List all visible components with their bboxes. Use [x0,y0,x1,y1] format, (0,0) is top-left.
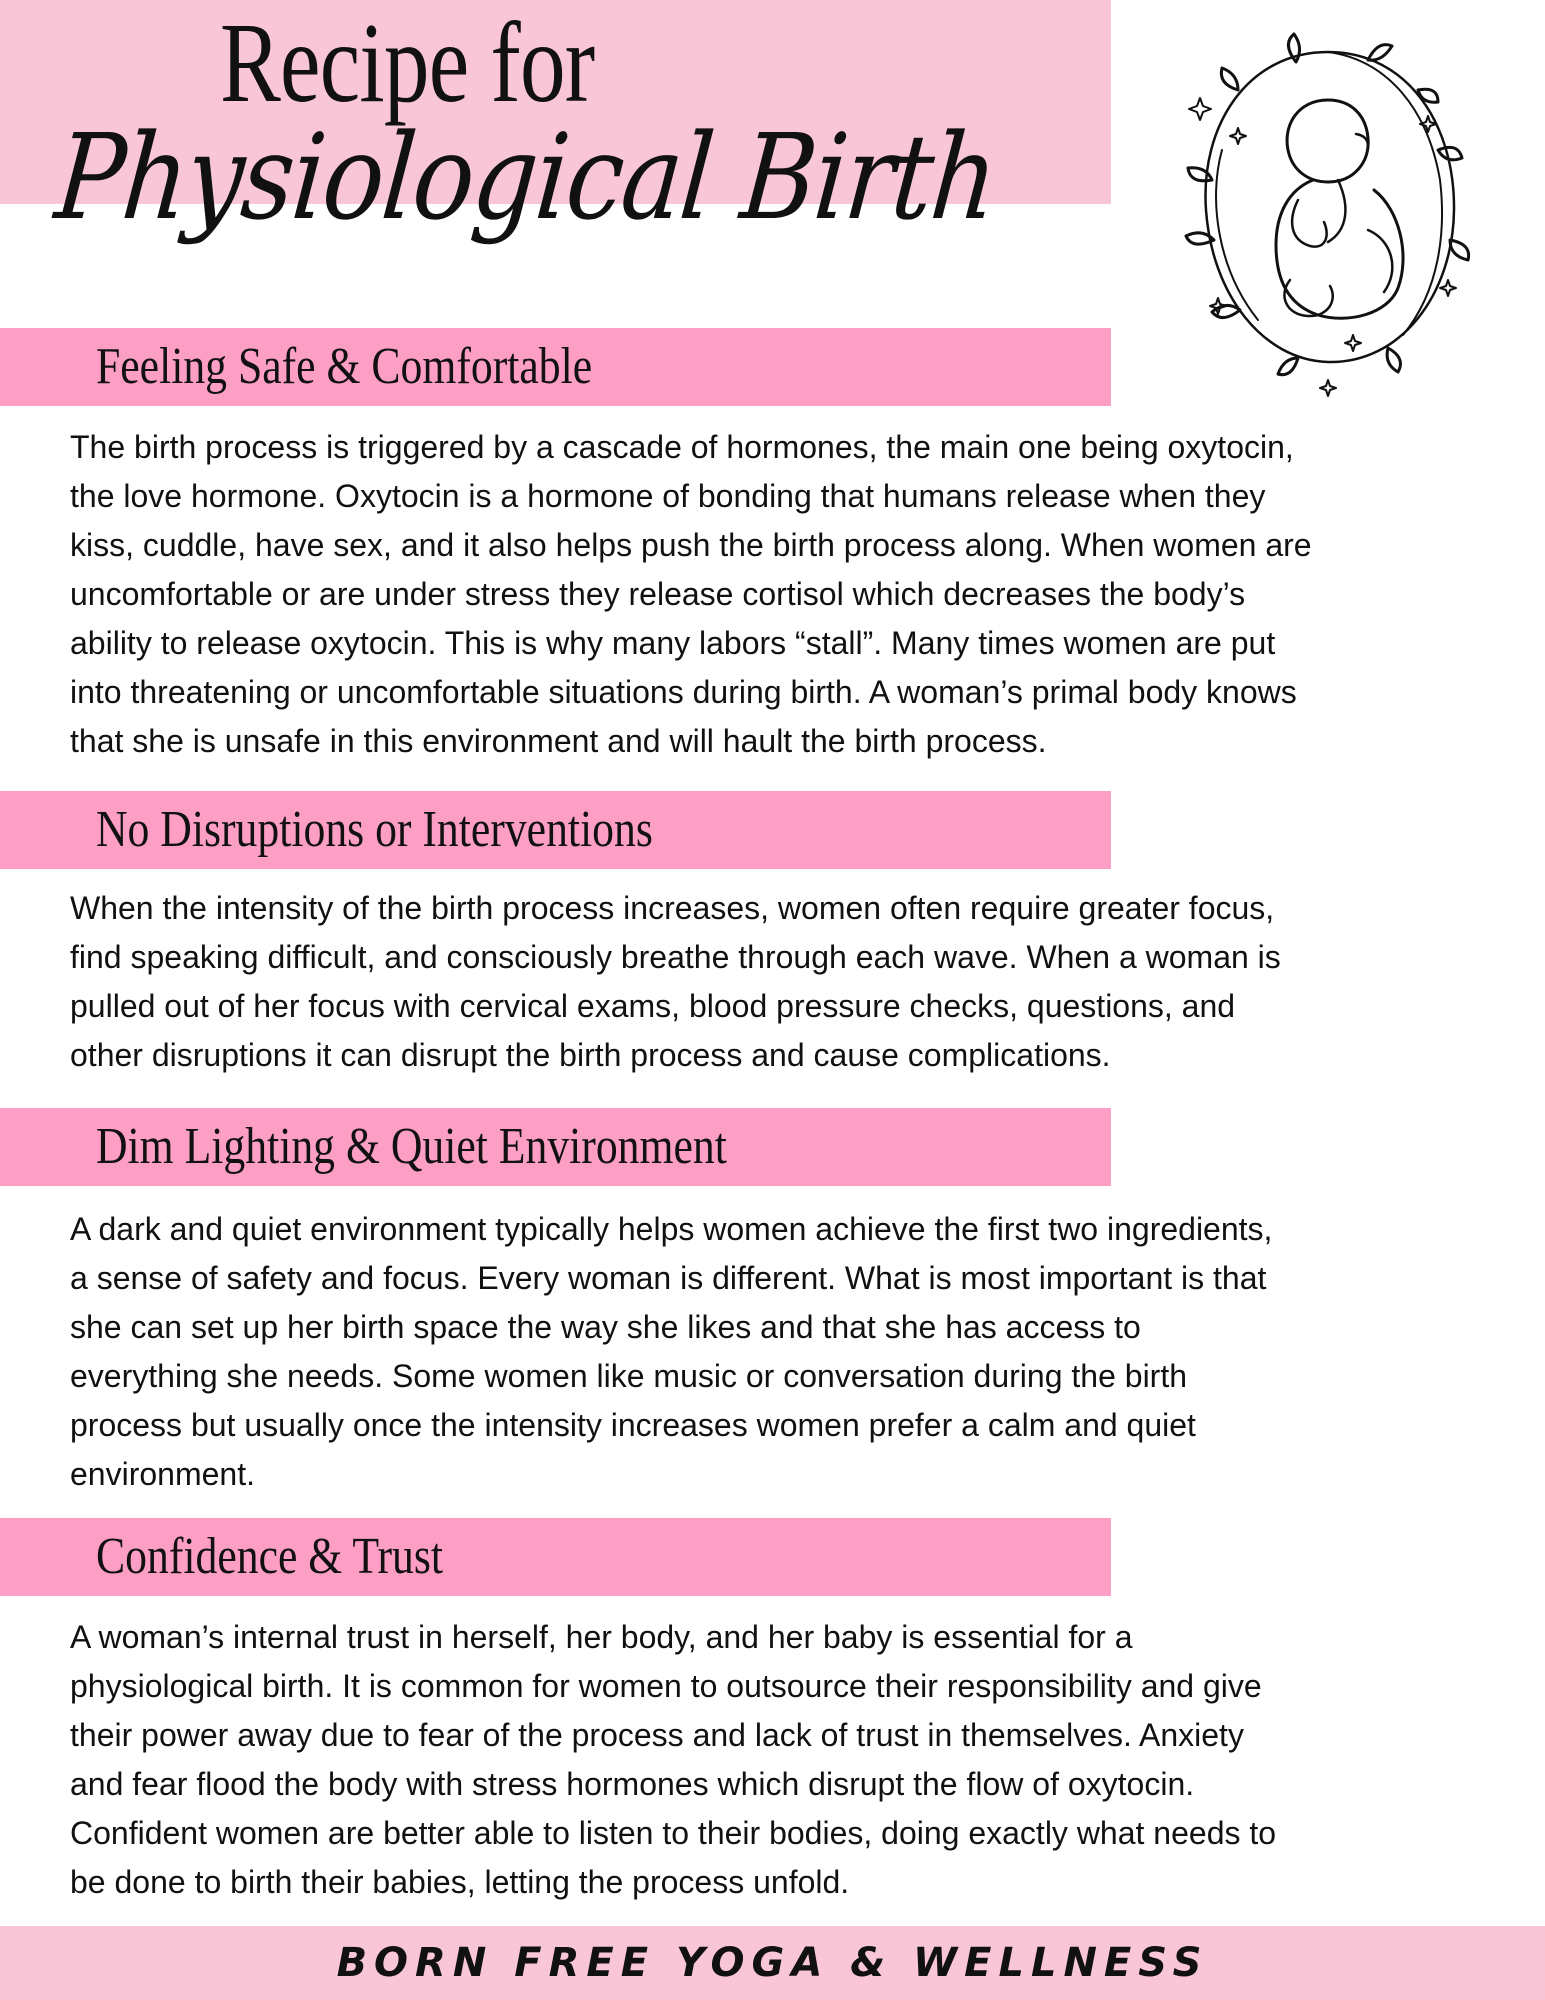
body-line: she can set up her birth space the way she likes and that she has access to [70,1309,1141,1345]
section-header-no-disruptions [0,791,1111,869]
footer-brand: BORN FREE YOGA & WELLNESS [336,1940,1209,1986]
section-body-safe-comfortable [70,423,1470,766]
footer-band [0,1926,1545,2000]
body-line: be done to birth their babies, letting the process unfold. [70,1864,850,1900]
body-line: A woman’s internal trust in herself, her body, and her baby is essential for a [70,1619,1133,1655]
body-line: physiological birth. It is common for women to outsource their responsibility and give [70,1668,1262,1704]
section-header-confidence-trust [0,1518,1111,1596]
section-header-safe-comfortable [0,328,1111,406]
body-line: a sense of safety and focus. Every woman is different. What is most important is that [70,1260,1267,1296]
body-line: pulled out of her focus with cervical exams, blood pressure checks, questions, and [70,988,1236,1024]
body-line: kiss, cuddle, have sex, and it also helps push the birth process along. When women are [70,527,1312,563]
body-line: process but usually once the intensity increases women prefer a calm and quiet [70,1407,1196,1443]
body-line: find speaking difficult, and consciously breathe through each wave. When a woman is [70,939,1281,975]
section-header-dim-lighting [0,1108,1111,1186]
newborn-baby-floral-wreath-icon [1178,30,1478,400]
section-heading: Dim Lighting & Quiet Environment [96,1118,727,1175]
section-body-no-disruptions [70,884,1470,1080]
body-line: Confident women are better able to listen to their bodies, doing exactly what needs to [70,1815,1277,1851]
body-line: that she is unsafe in this environment and will hault the birth process. [70,723,1047,759]
section-heading: Feeling Safe & Comfortable [96,338,593,395]
body-line: The birth process is triggered by a cascade of hormones, the main one being oxytocin, [70,429,1294,465]
body-line: the love hormone. Oxytocin is a hormone of bonding that humans release when they [70,478,1266,514]
section-heading: Confidence & Trust [96,1528,444,1585]
body-line: and fear flood the body with stress hormones which disrupt the flow of oxytocin. [70,1766,1195,1802]
section-body-confidence-trust [70,1613,1470,1907]
body-line: everything she needs. Some women like music or conversation during the birth [70,1358,1188,1394]
body-line: ability to release oxytocin. This is why many labors “stall”. Many times women are put [70,625,1276,661]
body-line: their power away due to fear of the process and lack of trust in themselves. Anxiety [70,1717,1244,1753]
body-line: environment. [70,1456,255,1492]
section-heading: No Disruptions or Interventions [96,801,653,858]
section-body-dim-lighting [70,1205,1470,1499]
body-line: When the intensity of the birth process increases, women often require greater focus, [70,890,1275,926]
body-line: A dark and quiet environment typically helps women achieve the first two ingredients, [70,1211,1273,1247]
body-line: into threatening or uncomfortable situations during birth. A woman’s primal body knows [70,674,1297,710]
body-line: other disruptions it can disrupt the birth process and cause complications. [70,1037,1111,1073]
page-title-line1: Recipe for [220,0,595,126]
body-line: uncomfortable or are under stress they release cortisol which decreases the body’s [70,576,1246,612]
page-title-line2: Physiological Birth [50,108,1002,246]
